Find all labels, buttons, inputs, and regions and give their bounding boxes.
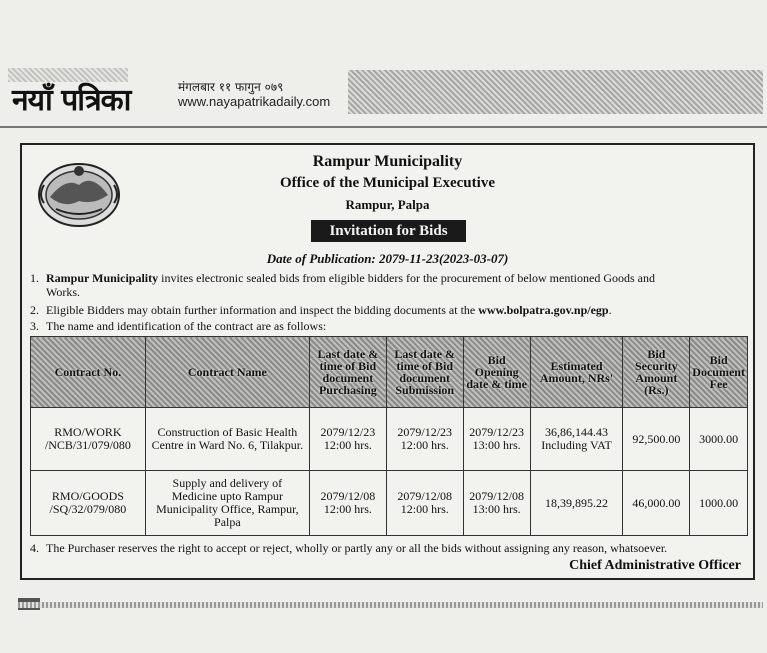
newspaper-date: मंगलबार ११ फागुन ०७९ [178, 80, 284, 94]
col-last-submission: Last date & time of Bid document Submission [386, 337, 463, 408]
signer-title: Chief Administrative Officer [569, 558, 741, 573]
col-bid-opening: Bid Opening date & time [463, 337, 530, 408]
table-row: RMO/WORK /NCB/31/079/080 Construction of Basic Health Centre in Ward No. 6, Tilakpur. 2079/12/23 12:00 hrs. 2079/12/23 12:00 hrs. 2079/12/23 13:00 hrs. 36,86,144.43 Including VAT 92,500.00 3000.00 [31, 408, 748, 471]
col-contract-name: Contract Name [145, 337, 309, 408]
publication-date: Date of Publication: 2079-11-23(2023-03-07) [266, 251, 509, 266]
notice-item-1: 1. Rampur Municipality invites electronic sealed bids from eligible bidders for the procurement of below mentioned Goods and Works. [30, 271, 655, 299]
footer-rule [18, 602, 763, 608]
masthead-rule [0, 126, 767, 128]
notice-item-4: 4. The Purchaser reserves the right to accept or reject, wholly or partly any or all the bids without assigning any reason, whatsoever. [30, 541, 668, 555]
col-estimated-amount: Estimated Amount, NRs' [530, 337, 623, 408]
notice-office: Office of the Municipal Executive [280, 175, 495, 191]
egp-link: www.bolpatra.gov.np/egp [478, 303, 609, 317]
masthead-texture-right [348, 70, 763, 114]
contracts-table [30, 336, 748, 536]
col-contract-no: Contract No. [31, 337, 146, 408]
masthead [8, 68, 763, 116]
table-row: RMO/GOODS /SQ/32/079/080 Supply and delivery of Medicine upto Rampur Municipality Office, Rampur, Palpa 2079/12/08 12:00 hrs. 2079/12/08 12:00 hrs. 2079/12/08 13:00 hrs. 18,39,895.22 46,000.00 1000.00 [31, 471, 748, 536]
newspaper-name: नयाँ पत्रिका [12, 83, 131, 118]
notice-org: Rampur Municipality [312, 153, 463, 170]
col-document-fee: Bid Document Fee [690, 337, 748, 408]
col-bid-security: Bid Security Amount (Rs.) [623, 337, 690, 408]
newspaper-website: www.nayapatrikadaily.com [178, 94, 331, 109]
notice-location: Rampur, Palpa [345, 197, 430, 212]
notice-item-3: 3. The name and identification of the contract are as follows: [30, 319, 327, 333]
notice-banner: Invitation for Bids [311, 220, 466, 242]
table-header-row [31, 337, 748, 408]
bid-notice [20, 143, 755, 580]
notice-item-2: 2. Eligible Bidders may obtain further information and inspect the bidding documents at the www.bolpatra.gov.np/egp. [30, 303, 612, 317]
col-last-purchase: Last date & time of Bid document Purchasing [309, 337, 386, 408]
